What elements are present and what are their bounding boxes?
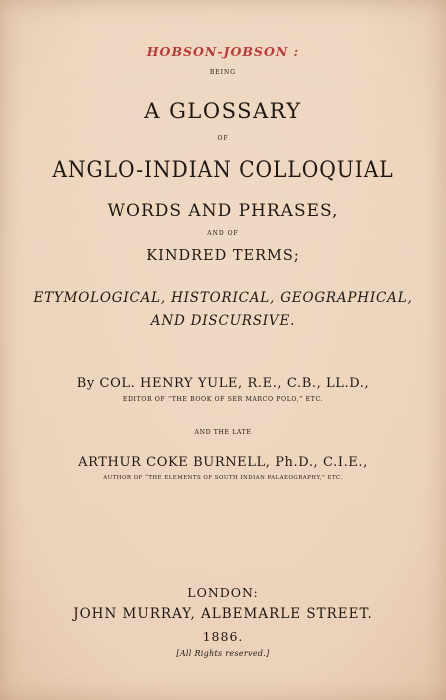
rights-notice: [All Rights reserved.] [176,649,270,658]
author-burnell-note: AUTHOR OF “THE ELEMENTS OF SOUTH INDIAN PALAEOGRAPHY,” ETC. [103,475,343,481]
imprint-year: 1886. [202,629,244,644]
series-title: HOBSON-JOBSON : [146,44,300,59]
imprint-publisher: JOHN MURRAY, ALBEMARLE STREET. [73,606,373,622]
descriptor-line-2: AND DISCURSIVE. [150,313,296,329]
title-line-a-glossary: A GLOSSARY [144,99,302,123]
imprint-place: LONDON: [187,585,259,600]
descriptor-line-1: ETYMOLOGICAL, HISTORICAL, GEOGRAPHICAL, [33,290,413,306]
title-line-kindred-terms: KINDRED TERMS; [146,248,300,264]
author-burnell: ARTHUR COKE BURNELL, Ph.D., C.I.E., [78,455,368,470]
connector-being: BEING [209,69,237,76]
connector-of: OF [217,135,229,142]
title-line-words-phrases: WORDS AND PHRASES, [107,201,339,221]
title-line-anglo-indian: ANGLO-INDIAN COLLOQUIAL [52,158,394,183]
author-yule-note: EDITOR OF “THE BOOK OF SER MARCO POLO,” ETC. [122,396,324,403]
author-yule: By COL. HENRY YULE, R.E., C.B., LL.D., [76,376,370,391]
and-the-late: AND THE LATE [194,429,252,436]
connector-and-of: AND OF [207,230,239,237]
